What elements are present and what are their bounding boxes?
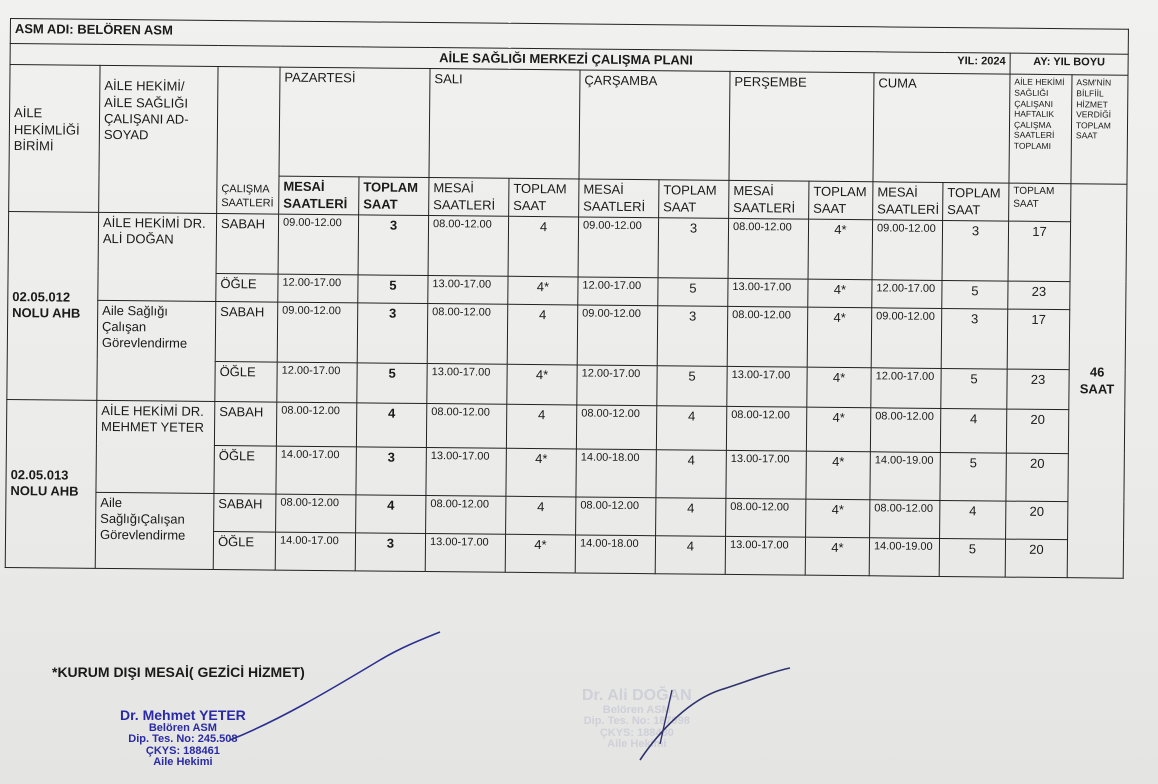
mesai-cell: 12.00-17.00 (278, 274, 358, 303)
day-friday: CUMA (873, 73, 1010, 183)
mesai-cell: 08.00-12.00 (728, 218, 809, 279)
mesai-cell: 08.00-12.00 (428, 215, 509, 276)
mesai-cell: 14.00-17.00 (276, 446, 356, 495)
header-weekly-total: TOPLAM SAAT (1009, 183, 1071, 221)
toplam-cell: 4* (808, 279, 872, 308)
header-toplam: TOPLAM SAAT (659, 180, 729, 218)
toplam-cell: 5 (942, 280, 1008, 309)
toplam-cell: 4 (656, 497, 726, 536)
stamp-right-line: Dr. Ali DOĞAN (582, 687, 692, 704)
toplam-cell: 5 (939, 538, 1005, 577)
shift-cell: SABAH (216, 213, 279, 274)
toplam-cell: 4 (356, 403, 426, 448)
mesai-cell: 13.00-17.00 (425, 533, 505, 572)
header-mesai: MESAİ SAATLERİ (279, 176, 359, 214)
unit-cell: 02.05.013 NOLU AHB (5, 399, 97, 568)
mesai-cell: 08.00-12.00 (726, 498, 806, 537)
toplam-cell: 5 (357, 363, 427, 404)
page-title: AİLE SAĞLIĞI MERKEZİ ÇALIŞMA PLANI YIL: 2024 (10, 44, 1010, 75)
mesai-cell: 08.00-12.00 (576, 405, 656, 450)
stamp-left-line: Dip. Tes. No: 245.508 (128, 733, 238, 746)
toplam-cell: 4 (940, 500, 1006, 539)
toplam-cell: 4 (506, 404, 576, 449)
toplam-cell: 4 (356, 495, 426, 534)
mesai-cell: 08.00-12.00 (576, 497, 656, 536)
stamp-left-line: ÇKYS: 188461 (145, 744, 220, 757)
header-unit: AİLE HEKİMLİĞİ BİRİMİ (9, 65, 100, 212)
mesai-cell: 14.00-18.00 (576, 449, 656, 498)
weekly-total-cell: 17 (1008, 221, 1071, 282)
toplam-cell: 4 (508, 216, 579, 277)
header-bilfil: ASM'NİN BİLFİİL HİZMET VERDİĞİ TOPLAM SAAT (1071, 75, 1128, 185)
mesai-cell: 08.00-12.00 (276, 402, 356, 447)
toplam-cell: 4* (505, 534, 575, 573)
weekly-total-cell: 20 (1006, 453, 1068, 502)
person-name: Aile SağlığıÇalışan Görevlendirme (95, 492, 214, 569)
mesai-cell: 13.00-17.00 (726, 450, 806, 499)
person-name: AİLE HEKİMİ DR. ALİ DOĞAN (98, 212, 217, 301)
mesai-cell: 09.00-12.00 (278, 214, 359, 275)
shift-cell: SABAH (215, 301, 278, 362)
toplam-cell: 3 (357, 303, 428, 364)
mesai-cell: 09.00-12.00 (577, 305, 658, 366)
toplam-cell: 4* (806, 451, 870, 500)
mesai-cell: 13.00-17.00 (428, 275, 508, 304)
toplam-cell: 4* (508, 276, 578, 305)
shift-cell: ÖĞLE (215, 361, 277, 402)
weekly-total-cell: 23 (1008, 281, 1070, 310)
toplam-cell: 5 (941, 368, 1007, 409)
header-mesai: MESAİ SAATLERİ (429, 178, 509, 216)
toplam-cell: 4* (806, 407, 870, 452)
header-shift: ÇALIŞMA SAATLERİ (217, 67, 280, 214)
weekly-total-cell: 17 (1007, 309, 1070, 370)
toplam-cell: 4* (808, 219, 873, 280)
year-label: YIL: 2024 (957, 55, 1006, 68)
toplam-cell: 5 (358, 275, 428, 304)
day-thursday: PERŞEMBE (729, 72, 874, 182)
weekly-total-cell: 20 (1006, 501, 1068, 540)
toplam-cell: 4 (507, 304, 578, 365)
stamp-left-line: Belören ASM (148, 721, 217, 734)
mesai-cell: 09.00-12.00 (871, 308, 942, 369)
mesai-cell: 08.00-12.00 (870, 500, 940, 539)
mesai-cell: 14.00-17.00 (275, 532, 355, 571)
toplam-cell: 4* (807, 367, 871, 408)
mesai-cell: 08.00-12.00 (276, 494, 356, 533)
mesai-cell: 12.00-17.00 (578, 277, 658, 306)
asm-name: ASM ADI: BELÖREN ASM (10, 19, 1128, 55)
header-toplam: TOPLAM SAAT (509, 179, 579, 217)
toplam-cell: 3 (358, 215, 429, 276)
mesai-cell: 13.00-17.00 (725, 536, 805, 575)
shift-cell: SABAH (214, 493, 276, 532)
toplam-cell: 4 (940, 408, 1006, 453)
mesai-cell: 09.00-12.00 (578, 217, 659, 278)
day-tuesday: SALI (429, 69, 580, 179)
mesai-cell: 08.00-12.00 (426, 495, 506, 534)
header-weekly: AİLE HEKİMİ SAĞLIĞI ÇALIŞANI HAFTALIK ÇALIŞMA SAATLERİ TOPLAMI (1009, 74, 1072, 184)
shift-cell: SABAH (214, 401, 276, 446)
toplam-cell: 4 (656, 405, 726, 450)
stamp-right-line: Aile Hekimi (607, 738, 667, 751)
header-toplam: TOPLAM SAAT (359, 177, 429, 215)
toplam-cell: 5 (657, 365, 727, 406)
mesai-cell: 13.00-17.00 (426, 447, 506, 496)
toplam-cell: 4* (807, 307, 872, 368)
mesai-cell: 08.00-12.00 (870, 408, 940, 453)
stamp-right-line: Belören ASM (602, 703, 671, 716)
mesai-cell: 13.00-17.00 (427, 363, 507, 404)
mesai-cell: 12.00-17.00 (872, 280, 942, 309)
signature-right (640, 668, 790, 760)
grand-total: 46 SAAT (1067, 184, 1127, 578)
weekly-total-cell: 20 (1005, 539, 1067, 578)
header-mesai: MESAİ SAATLERİ (873, 182, 943, 220)
toplam-cell: 3 (356, 447, 426, 496)
stamp-right-line: Dip. Tes. No: 187998 (583, 715, 690, 728)
mesai-cell: 14.00-19.00 (870, 452, 940, 501)
header-mesai: MESAİ SAATLERİ (579, 179, 659, 217)
signature-left (230, 632, 440, 740)
weekly-total-cell: 23 (1007, 369, 1069, 410)
shift-cell: ÖĞLE (216, 273, 278, 302)
mesai-cell: 09.00-12.00 (277, 302, 358, 363)
month-label: AY: YIL BOYU (1010, 53, 1128, 75)
mesai-cell: 14.00-18.00 (575, 535, 655, 574)
mesai-cell: 08.00-12.00 (426, 403, 506, 448)
person-name: Aile Sağlığı Çalışan Görevlendirme (97, 300, 216, 401)
toplam-cell: 3 (941, 308, 1008, 369)
toplam-cell: 4 (655, 535, 725, 574)
header-toplam: TOPLAM SAAT (943, 183, 1009, 221)
toplam-cell: 4 (656, 449, 726, 498)
day-monday: PAZARTESİ (279, 67, 430, 177)
footnote: *KURUM DIŞI MESAİ( GEZİCİ HİZMET) (52, 664, 305, 680)
mesai-cell: 09.00-12.00 (872, 220, 943, 281)
mesai-cell: 08.00-12.00 (427, 303, 508, 364)
shift-cell: ÖĞLE (213, 531, 275, 570)
mesai-cell: 12.00-17.00 (277, 362, 357, 403)
toplam-cell: 4 (506, 496, 576, 535)
toplam-cell: 4* (506, 448, 576, 497)
toplam-cell: 3 (658, 217, 729, 278)
mesai-cell: 13.00-17.00 (728, 278, 808, 307)
person-name: AİLE HEKİMİ DR. MEHMET YETER (96, 400, 215, 493)
toplam-cell: 4* (805, 537, 869, 576)
toplam-cell: 4* (806, 499, 870, 538)
toplam-cell: 3 (657, 305, 728, 366)
mesai-cell: 14.00-19.00 (869, 538, 939, 577)
mesai-cell: 13.00-17.00 (727, 366, 807, 407)
weekly-total-cell: 20 (1006, 409, 1068, 454)
header-name: AİLE HEKİMİ/ AİLE SAĞLIĞI ÇALIŞANI AD-SOYAD (99, 66, 218, 214)
stamp-right-line: ÇKYS: 188480 (599, 726, 674, 739)
toplam-cell: 5 (940, 452, 1006, 501)
day-wednesday: ÇARŞAMBA (579, 70, 730, 180)
toplam-cell: 5 (658, 277, 728, 306)
mesai-cell: 08.00-12.00 (727, 306, 808, 367)
unit-cell: 02.05.012 NOLU AHB (7, 211, 99, 400)
toplam-cell: 3 (355, 533, 425, 572)
toplam-cell: 4* (507, 364, 577, 405)
shift-cell: ÖĞLE (214, 445, 276, 494)
header-toplam: TOPLAM SAAT (809, 181, 873, 219)
header-mesai: MESAİ SAATLERİ (729, 181, 809, 219)
toplam-cell: 3 (942, 220, 1009, 281)
signature-right-stroke (660, 690, 672, 744)
mesai-cell: 08.00-12.00 (726, 406, 806, 451)
stamp-left-line: Dr. Mehmet YETER (120, 707, 246, 723)
mesai-cell: 12.00-17.00 (871, 368, 941, 409)
stamp-left-line: Aile Hekimi (153, 756, 213, 769)
mesai-cell: 12.00-17.00 (577, 365, 657, 406)
